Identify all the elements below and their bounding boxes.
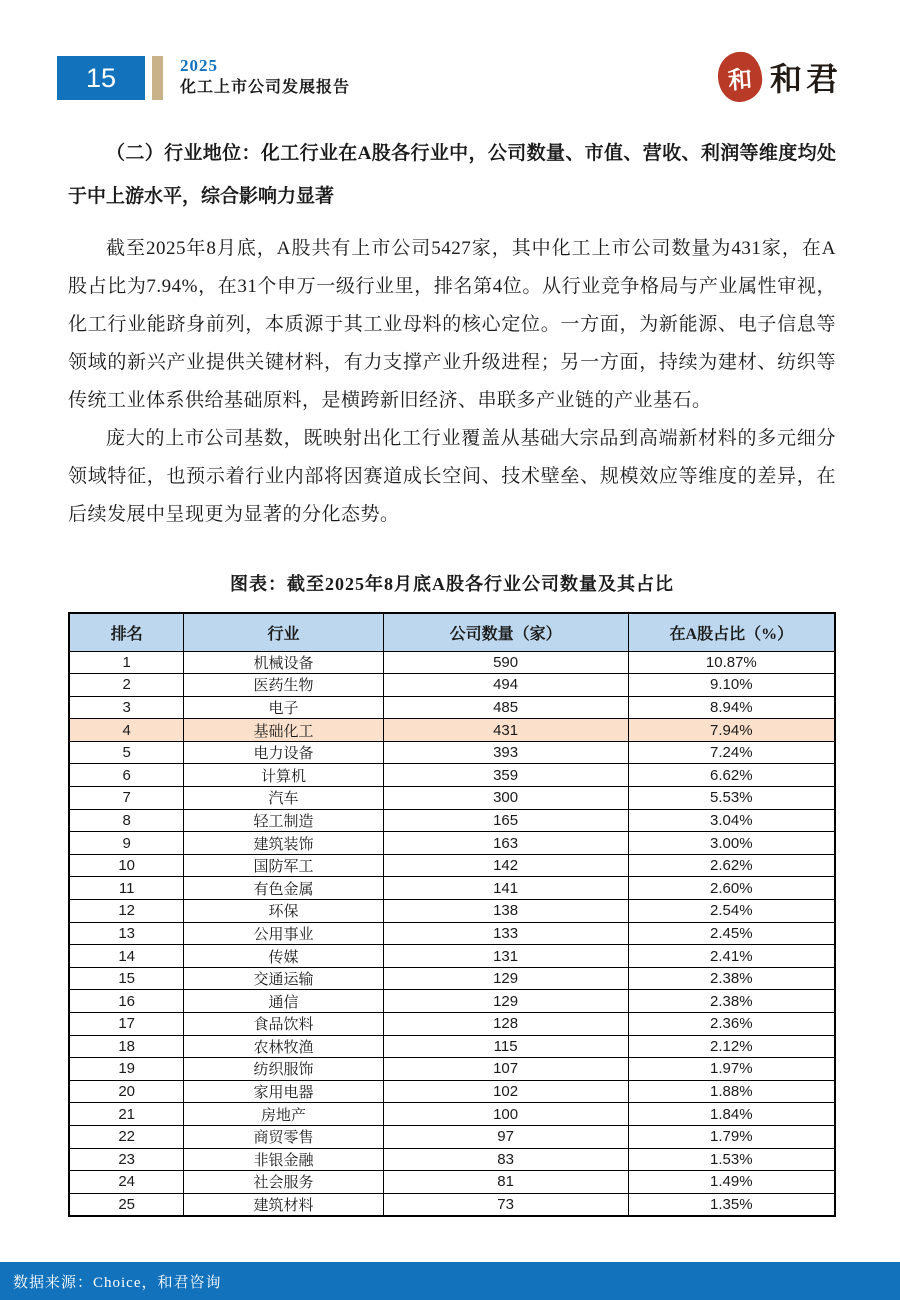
table-cell: 2.45% [628, 922, 835, 945]
table-cell: 2.12% [628, 1035, 835, 1058]
table-cell: 14 [69, 945, 184, 968]
table-cell: 通信 [184, 990, 383, 1013]
table-row [69, 1148, 835, 1171]
table-row [69, 696, 835, 719]
table-cell: 食品饮料 [184, 1013, 383, 1036]
table-cell: 7.94% [628, 719, 835, 742]
table-cell: 2.41% [628, 945, 835, 968]
table-cell: 2.54% [628, 900, 835, 923]
column-header-ashare-share: 在A股占比（%） [628, 613, 835, 651]
table-cell: 12 [69, 900, 184, 923]
table-cell: 建筑材料 [184, 1193, 383, 1216]
table-cell: 115 [383, 1035, 628, 1058]
column-header-rank: 排名 [69, 613, 184, 651]
brand-logo [718, 52, 842, 102]
table-cell: 165 [383, 809, 628, 832]
table-cell: 15 [69, 967, 184, 990]
table-cell: 1.88% [628, 1080, 835, 1103]
table-cell: 3.04% [628, 809, 835, 832]
seal-character: 和 [727, 66, 754, 95]
table-cell: 纺织服饰 [184, 1058, 383, 1081]
table-cell: 1.35% [628, 1193, 835, 1216]
section-heading: （二）行业地位：化工行业在A股各行业中，公司数量、市值、营收、利润等维度均处于中上游水平，综合影响力显著 [68, 143, 836, 207]
table-cell: 590 [383, 651, 628, 674]
table-row [69, 922, 835, 945]
table-cell: 基础化工 [184, 719, 383, 742]
table-cell: 23 [69, 1148, 184, 1171]
data-source-text: 数据来源：Choice，和君咨询 [13, 1274, 222, 1291]
paragraph-1: 截至2025年8月底，A股共有上市公司5427家，其中化工上市公司数量为431家，在A股占比为7.94%，在31个申万一级行业里，排名第4位。从行业竞争格局与产业属性审视，化工行业能跻身前列，本质源于其工业母料的核心定位。一方面，为新能源、电子信息等领域的新兴产业提供关键材料，有力支撑产业升级进程；另一方面，持续为建材、纺织等传统工业体系供给基础原料，是横跨新旧经济、串联多产业链的产业基石。 [68, 238, 836, 411]
table-cell: 11 [69, 877, 184, 900]
table-cell: 7.24% [628, 741, 835, 764]
table-cell: 494 [383, 674, 628, 697]
table-row [69, 719, 835, 742]
table-cell: 2.38% [628, 990, 835, 1013]
page-number: 15 [85, 62, 117, 93]
table-cell: 142 [383, 854, 628, 877]
table-cell: 107 [383, 1058, 628, 1081]
table-row [69, 854, 835, 877]
table-cell: 129 [383, 990, 628, 1013]
table-cell: 1.53% [628, 1148, 835, 1171]
table-cell: 1.49% [628, 1171, 835, 1194]
table-cell: 102 [383, 1080, 628, 1103]
table-row [69, 1058, 835, 1081]
table-cell: 10 [69, 854, 184, 877]
table-cell: 133 [383, 922, 628, 945]
table-row [69, 945, 835, 968]
table-cell: 3 [69, 696, 184, 719]
table-cell: 359 [383, 764, 628, 787]
table-cell: 21 [69, 1103, 184, 1126]
table-cell: 环保 [184, 900, 383, 923]
table-row [69, 1103, 835, 1126]
table-row [69, 990, 835, 1013]
table-cell: 1.84% [628, 1103, 835, 1126]
table-cell: 131 [383, 945, 628, 968]
table-cell: 2 [69, 674, 184, 697]
table-cell: 2.38% [628, 967, 835, 990]
table-cell: 4 [69, 719, 184, 742]
table-cell: 141 [383, 877, 628, 900]
table-cell: 电力设备 [184, 741, 383, 764]
table-row [69, 809, 835, 832]
table-cell: 25 [69, 1193, 184, 1216]
table-row [69, 1125, 835, 1148]
table-cell: 2.62% [628, 854, 835, 877]
table-cell: 6 [69, 764, 184, 787]
table-cell: 83 [383, 1148, 628, 1171]
table-row [69, 651, 835, 674]
table-cell: 485 [383, 696, 628, 719]
column-header-company-count: 公司数量（家） [383, 613, 628, 651]
table-row [69, 674, 835, 697]
page-footer [0, 1262, 900, 1300]
table-cell: 3.00% [628, 832, 835, 855]
table-cell: 9 [69, 832, 184, 855]
table-cell: 2.60% [628, 877, 835, 900]
table-cell: 13 [69, 922, 184, 945]
table-row [69, 1013, 835, 1036]
table-cell: 24 [69, 1171, 184, 1194]
table-cell: 393 [383, 741, 628, 764]
table-cell: 97 [383, 1125, 628, 1148]
table-row [69, 900, 835, 923]
column-header-industry: 行业 [184, 613, 383, 651]
page-header [0, 0, 900, 102]
table-cell: 有色金属 [184, 877, 383, 900]
table-cell: 国防军工 [184, 854, 383, 877]
table-cell: 1 [69, 651, 184, 674]
table-cell: 机械设备 [184, 651, 383, 674]
paragraph-2: 庞大的上市公司基数，既映射出化工行业覆盖从基础大宗品到高端新材料的多元细分领域特征，也预示着行业内部将因赛道成长空间、技术壁垒、规模效应等维度的差异，在后续发展中呈现更为显著的分化态势。 [68, 428, 836, 525]
table-cell: 19 [69, 1058, 184, 1081]
divider-bar [152, 56, 163, 100]
table-cell: 计算机 [184, 764, 383, 787]
table-cell: 22 [69, 1125, 184, 1148]
table-cell: 100 [383, 1103, 628, 1126]
table-cell: 交通运输 [184, 967, 383, 990]
table-cell: 2.36% [628, 1013, 835, 1036]
industry-ranking-table [68, 612, 836, 1217]
table-header-row [69, 613, 835, 651]
table-row [69, 877, 835, 900]
table-cell: 16 [69, 990, 184, 1013]
table-cell: 17 [69, 1013, 184, 1036]
table-row [69, 787, 835, 810]
table-cell: 128 [383, 1013, 628, 1036]
body-text [68, 230, 836, 534]
table-cell: 商贸零售 [184, 1125, 383, 1148]
table-cell: 房地产 [184, 1103, 383, 1126]
table-cell: 社会服务 [184, 1171, 383, 1194]
table-cell: 农林牧渔 [184, 1035, 383, 1058]
table-row [69, 1035, 835, 1058]
table-row [69, 967, 835, 990]
table-cell: 20 [69, 1080, 184, 1103]
table-row [69, 1193, 835, 1216]
report-year: 2025 [180, 56, 218, 75]
seal-icon [716, 51, 763, 104]
table-cell: 1.79% [628, 1125, 835, 1148]
brand-logo-text: 和君 [769, 61, 842, 97]
table-cell: 138 [383, 900, 628, 923]
table-cell: 431 [383, 719, 628, 742]
table-cell: 6.62% [628, 764, 835, 787]
table-cell: 129 [383, 967, 628, 990]
table-cell: 轻工制造 [184, 809, 383, 832]
table-cell: 公用事业 [184, 922, 383, 945]
table-cell: 10.87% [628, 651, 835, 674]
table-cell: 医药生物 [184, 674, 383, 697]
table-cell: 建筑装饰 [184, 832, 383, 855]
table-cell: 9.10% [628, 674, 835, 697]
page-number-box [57, 56, 145, 100]
table-cell: 300 [383, 787, 628, 810]
table-cell: 非银金融 [184, 1148, 383, 1171]
table-cell: 5.53% [628, 787, 835, 810]
table-cell: 家用电器 [184, 1080, 383, 1103]
table-cell: 5 [69, 741, 184, 764]
table-row [69, 1080, 835, 1103]
report-title: 化工上市公司发展报告 [180, 78, 351, 96]
table-cell: 18 [69, 1035, 184, 1058]
table-cell: 81 [383, 1171, 628, 1194]
table-title: 图表：截至2025年8月底A股各行业公司数量及其占比 [230, 574, 674, 594]
table-row [69, 741, 835, 764]
table-cell: 7 [69, 787, 184, 810]
table-row [69, 1171, 835, 1194]
table-cell: 73 [383, 1193, 628, 1216]
table-cell: 电子 [184, 696, 383, 719]
table-cell: 传媒 [184, 945, 383, 968]
table-cell: 8 [69, 809, 184, 832]
industry-table-body [69, 651, 835, 1216]
page-content [0, 132, 900, 1217]
header-titles [180, 56, 350, 97]
table-row [69, 764, 835, 787]
table-cell: 163 [383, 832, 628, 855]
table-row [69, 832, 835, 855]
table-cell: 汽车 [184, 787, 383, 810]
table-cell: 1.97% [628, 1058, 835, 1081]
table-cell: 8.94% [628, 696, 835, 719]
